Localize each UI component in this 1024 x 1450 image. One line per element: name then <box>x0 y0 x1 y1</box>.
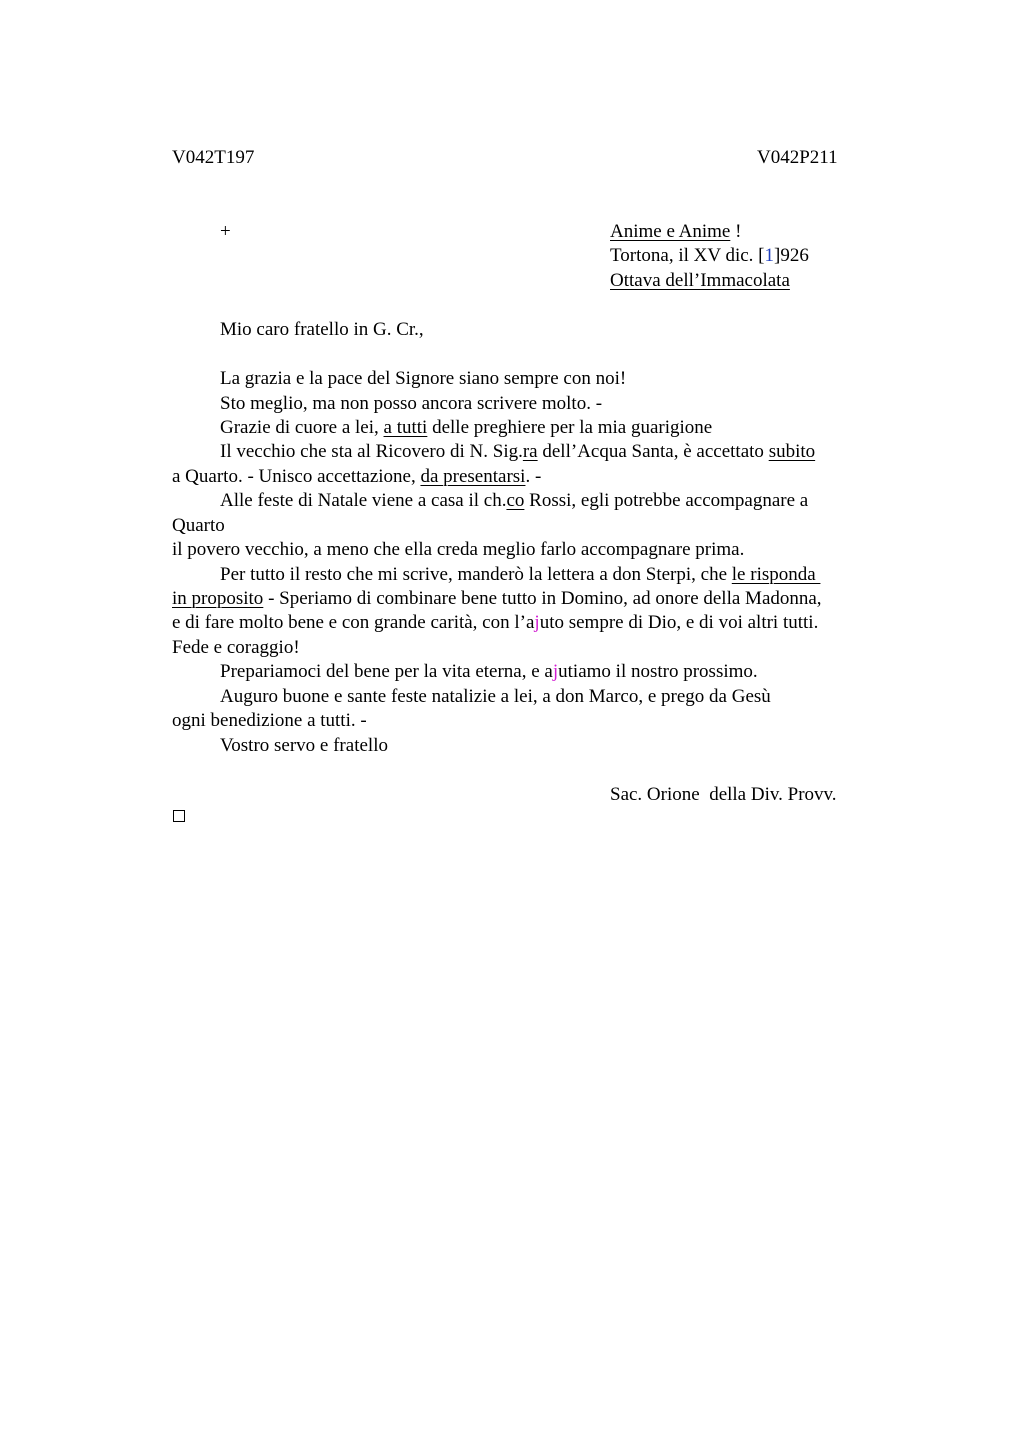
body-line-14: Auguro buone e sante feste natalizie a lei, a don Marco, e prego da Gesù <box>220 686 771 707</box>
editorial-letter: j <box>534 612 540 633</box>
salutation: Mio caro fratello in G. Cr., <box>220 319 424 340</box>
text-run: uto sempre di Dio, e di voi altri tutti. <box>539 612 819 633</box>
body-line-12: Fede e coraggio! <box>172 637 300 658</box>
underlined-run: le risponda <box>731 564 821 585</box>
text-run: a Quarto. - Unisco accettazione, <box>172 466 421 487</box>
motto-exclamation: ! <box>730 221 742 242</box>
text-run: Il vecchio che sta al Ricovero di N. Sig. <box>220 441 523 462</box>
text-run: Per tutto il resto che mi scrive, manderò la lettera a don Sterpi, che <box>220 564 732 585</box>
text-run: Grazie di cuore a lei, <box>220 417 384 438</box>
body-line-13 <box>220 660 758 684</box>
date-prefix: Tortona, il XV dic. [ <box>610 245 765 266</box>
body-line-16: Vostro servo e fratello <box>220 735 388 756</box>
underlined-run: a tutti <box>383 417 428 438</box>
body-line-11 <box>172 611 818 635</box>
underlined-run: co <box>506 490 525 511</box>
body-line-6 <box>220 489 808 513</box>
motto-line <box>610 220 741 244</box>
date-suffix: ]926 <box>774 245 809 266</box>
document-code-left: V042T197 <box>172 147 255 168</box>
text-run: delle preghiere per la mia guarigione <box>427 417 713 438</box>
text-run: Alle feste di Natale viene a casa il ch. <box>220 490 507 511</box>
body-line-9 <box>220 563 820 587</box>
text-run: Prepariamoci del bene per la vita eterna, e a <box>220 661 553 682</box>
underlined-run: subito <box>768 441 816 462</box>
text-run: . - <box>525 466 542 487</box>
text-run: Rossi, egli potrebbe accompagnare a <box>524 490 809 511</box>
text-run: - Speriamo di combinare bene tutto in Domino, ad onore della Madonna, <box>263 588 822 609</box>
feast-line: Ottava dell’Immacolata <box>610 270 790 291</box>
text-run: dell’Acqua Santa, è accettato <box>537 441 769 462</box>
body-line-10 <box>172 587 822 611</box>
text-run: e di fare molto bene e con grande carità, con l’a <box>172 612 535 633</box>
document-code-right: V042P211 <box>757 147 838 168</box>
cross-mark: + <box>220 221 231 242</box>
place-date-line <box>610 244 809 268</box>
editorial-letter: j <box>552 661 559 682</box>
body-line-2: Sto meglio, ma non posso ancora scrivere molto. - <box>220 393 603 414</box>
underlined-run: ra <box>522 441 538 462</box>
motto: Anime e Anime <box>610 221 731 242</box>
body-line-3 <box>220 416 712 440</box>
date-bracket-digit: 1 <box>764 245 775 266</box>
text-run: utiamo il nostro prossimo. <box>558 661 758 682</box>
body-line-1: La grazia e la pace del Signore siano sempre con noi! <box>220 368 627 389</box>
signature: Sac. Orione della Div. Provv. <box>610 784 837 805</box>
underlined-run: in proposito <box>172 588 264 609</box>
body-line-4 <box>220 440 815 464</box>
body-line-15: ogni benedizione a tutti. - <box>172 710 367 731</box>
empty-box-marker <box>173 810 185 822</box>
body-line-5 <box>172 465 541 489</box>
body-line-7: Quarto <box>172 515 225 536</box>
body-line-8: il povero vecchio, a meno che ella creda meglio farlo accompagnare prima. <box>172 539 745 560</box>
underlined-run: da presentarsi <box>420 466 526 487</box>
